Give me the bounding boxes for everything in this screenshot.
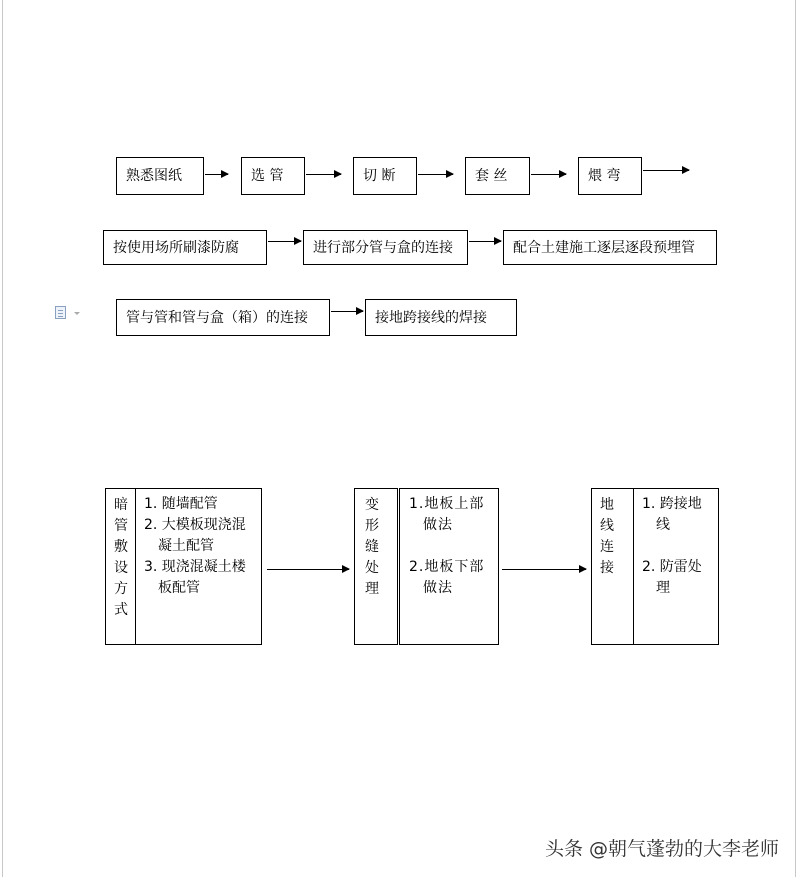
step-embed-pipe (503, 230, 717, 265)
title-char: 接 (600, 560, 614, 576)
title-char: 理 (365, 581, 379, 597)
list-item: 线 (656, 517, 670, 533)
step-pipe-connections (116, 299, 330, 336)
title-char: 缝 (365, 539, 379, 555)
step-thread (465, 157, 530, 195)
title-char: 方 (114, 581, 128, 597)
step-anticorrosion (103, 230, 267, 265)
arrow (205, 174, 228, 175)
list-item: 2. 大模板现浇混 (144, 517, 246, 533)
step-label: 套 丝 (475, 168, 508, 184)
watermark: 头条 @朝气蓬勃的大李老师 (544, 838, 779, 860)
list-item: 1. 随墙配管 (144, 496, 218, 512)
list-item (409, 536, 484, 557)
arrow (643, 170, 689, 171)
title-char: 线 (600, 518, 614, 534)
title-char: 设 (114, 560, 128, 576)
step-label: 煨 弯 (588, 168, 621, 184)
step-ground-weld (365, 299, 517, 336)
list-item: 板配管 (158, 580, 200, 596)
title-char: 变 (365, 497, 379, 513)
document-page (2, 0, 796, 877)
step-familiarize-drawings (116, 157, 204, 195)
arrow (469, 241, 501, 242)
list-item: 理 (656, 580, 670, 596)
title-char: 处 (365, 560, 379, 576)
step-bend (578, 157, 642, 195)
list-item: 1.地板上部 (409, 496, 485, 512)
list-item: 3. 现浇混凝土楼 (144, 559, 246, 575)
step-label: 进行部分管与盒的连接 (313, 239, 453, 256)
block-title (110, 495, 132, 621)
divider (633, 489, 634, 644)
chevron-down-icon[interactable] (74, 312, 80, 315)
arrow (267, 569, 349, 570)
step-label: 切 断 (363, 168, 396, 184)
deformation-joint-items-box (399, 488, 499, 645)
ground-connection-box (591, 488, 719, 645)
arrow (331, 311, 363, 312)
step-label: 管与管和管与盒（箱）的连接 (126, 309, 308, 326)
title-char: 形 (365, 518, 379, 534)
title-char: 连 (600, 539, 614, 555)
step-cut (353, 157, 417, 195)
step-label: 按使用场所刷漆防腐 (113, 239, 239, 256)
title-char: 式 (114, 602, 128, 618)
list-item: 1. 跨接地 (642, 496, 702, 512)
arrow (418, 174, 453, 175)
step-select-pipe (241, 157, 305, 195)
title-char: 管 (114, 518, 128, 534)
list-item (642, 536, 702, 557)
document-icon[interactable] (55, 306, 66, 319)
block-items (144, 494, 246, 599)
divider (135, 489, 136, 644)
list-item: 做法 (423, 580, 453, 596)
block-title (355, 495, 389, 600)
block-title (596, 495, 618, 579)
arrow (502, 569, 586, 570)
arrow (268, 241, 301, 242)
list-item: 2. 防雷处 (642, 559, 702, 575)
concealed-pipe-methods-box (105, 488, 262, 645)
title-char: 地 (600, 497, 614, 513)
block-items (409, 494, 484, 599)
step-label: 熟悉图纸 (126, 168, 182, 184)
step-pipe-box-connection (303, 230, 468, 265)
deformation-joint-title-box (354, 488, 398, 645)
step-label: 选 管 (251, 168, 284, 184)
list-item: 做法 (423, 517, 453, 533)
title-char: 敷 (114, 539, 128, 555)
step-label: 接地跨接线的焊接 (375, 309, 487, 326)
step-label: 配合土建施工逐层逐段预埋管 (513, 239, 695, 256)
arrow (531, 174, 566, 175)
list-item: 凝土配管 (158, 538, 214, 554)
list-item: 2.地板下部 (409, 559, 485, 575)
arrow (306, 174, 341, 175)
title-char: 暗 (114, 497, 128, 513)
block-items (642, 494, 702, 599)
